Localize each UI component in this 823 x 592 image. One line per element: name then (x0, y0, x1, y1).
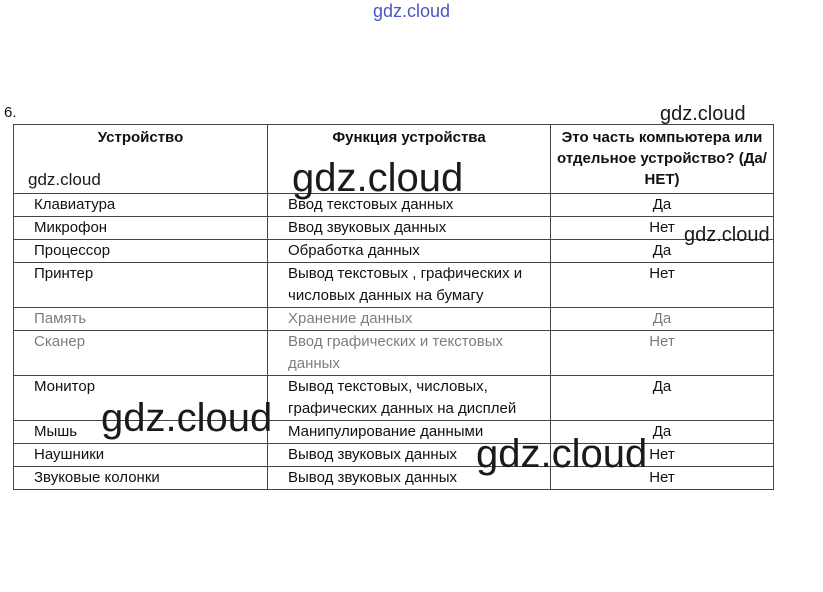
answer-cell: Нет (551, 263, 774, 308)
watermark-right-upper: gdz.cloud (660, 103, 746, 125)
device-cell: Мышь (14, 421, 268, 444)
header-device: Устройство (14, 125, 268, 194)
function-cell: Ввод текстовых данных (268, 194, 551, 217)
answer-cell: Нет (551, 331, 774, 376)
header-function: Функция устройства (268, 125, 551, 194)
function-cell: Обработка данных (268, 240, 551, 263)
function-cell: Ввод звуковых данных (268, 217, 551, 240)
answer-cell: Нет (551, 217, 774, 240)
device-cell: Микрофон (14, 217, 268, 240)
device-cell: Сканер (14, 331, 268, 376)
device-cell: Монитор (14, 376, 268, 421)
watermark-right-mid: gdz.cloud (684, 224, 770, 246)
table-row (14, 240, 774, 263)
watermark-lower-right: gdz.cloud (476, 432, 648, 476)
answer-cell: Да (551, 194, 774, 217)
table-row (14, 263, 774, 308)
answer-cell: Да (551, 421, 774, 444)
device-cell: Память (14, 308, 268, 331)
answer-cell: Да (551, 308, 774, 331)
header-answer: Это часть компьютера или отдельное устройство? (Да/НЕТ) (551, 125, 774, 194)
device-cell: Наушники (14, 444, 268, 467)
table-row (14, 217, 774, 240)
answer-cell: Да (551, 376, 774, 421)
device-cell: Звуковые колонки (14, 467, 268, 490)
watermark-header-cell: gdz.cloud (28, 170, 101, 189)
answer-cell: Нет (551, 444, 774, 467)
answer-cell: Нет (551, 467, 774, 490)
answer-cell: Да (551, 240, 774, 263)
device-cell: Принтер (14, 263, 268, 308)
watermark-lower-left: gdz.cloud (101, 396, 273, 440)
watermark-top: gdz.cloud (373, 1, 451, 21)
function-cell: Вывод текстовых, числовых, графических данных на дисплей (268, 376, 551, 421)
function-cell: Хранение данных (268, 308, 551, 331)
device-cell: Процессор (14, 240, 268, 263)
function-cell: Вывод текстовых , графических и числовых данных на бумагу (268, 263, 551, 308)
table-row (14, 308, 774, 331)
function-cell: Манипулирование данными (268, 421, 551, 444)
function-cell: Вывод звуковых данных (268, 467, 551, 490)
device-cell: Клавиатура (14, 194, 268, 217)
task-number: 6. (4, 104, 17, 121)
table-row (14, 444, 774, 467)
function-cell: Вывод звуковых данных (268, 444, 551, 467)
watermark-center: gdz.cloud (292, 156, 464, 200)
table-row (14, 331, 774, 376)
function-cell: Ввод графических и текстовых данных (268, 331, 551, 376)
table-row (14, 467, 774, 490)
